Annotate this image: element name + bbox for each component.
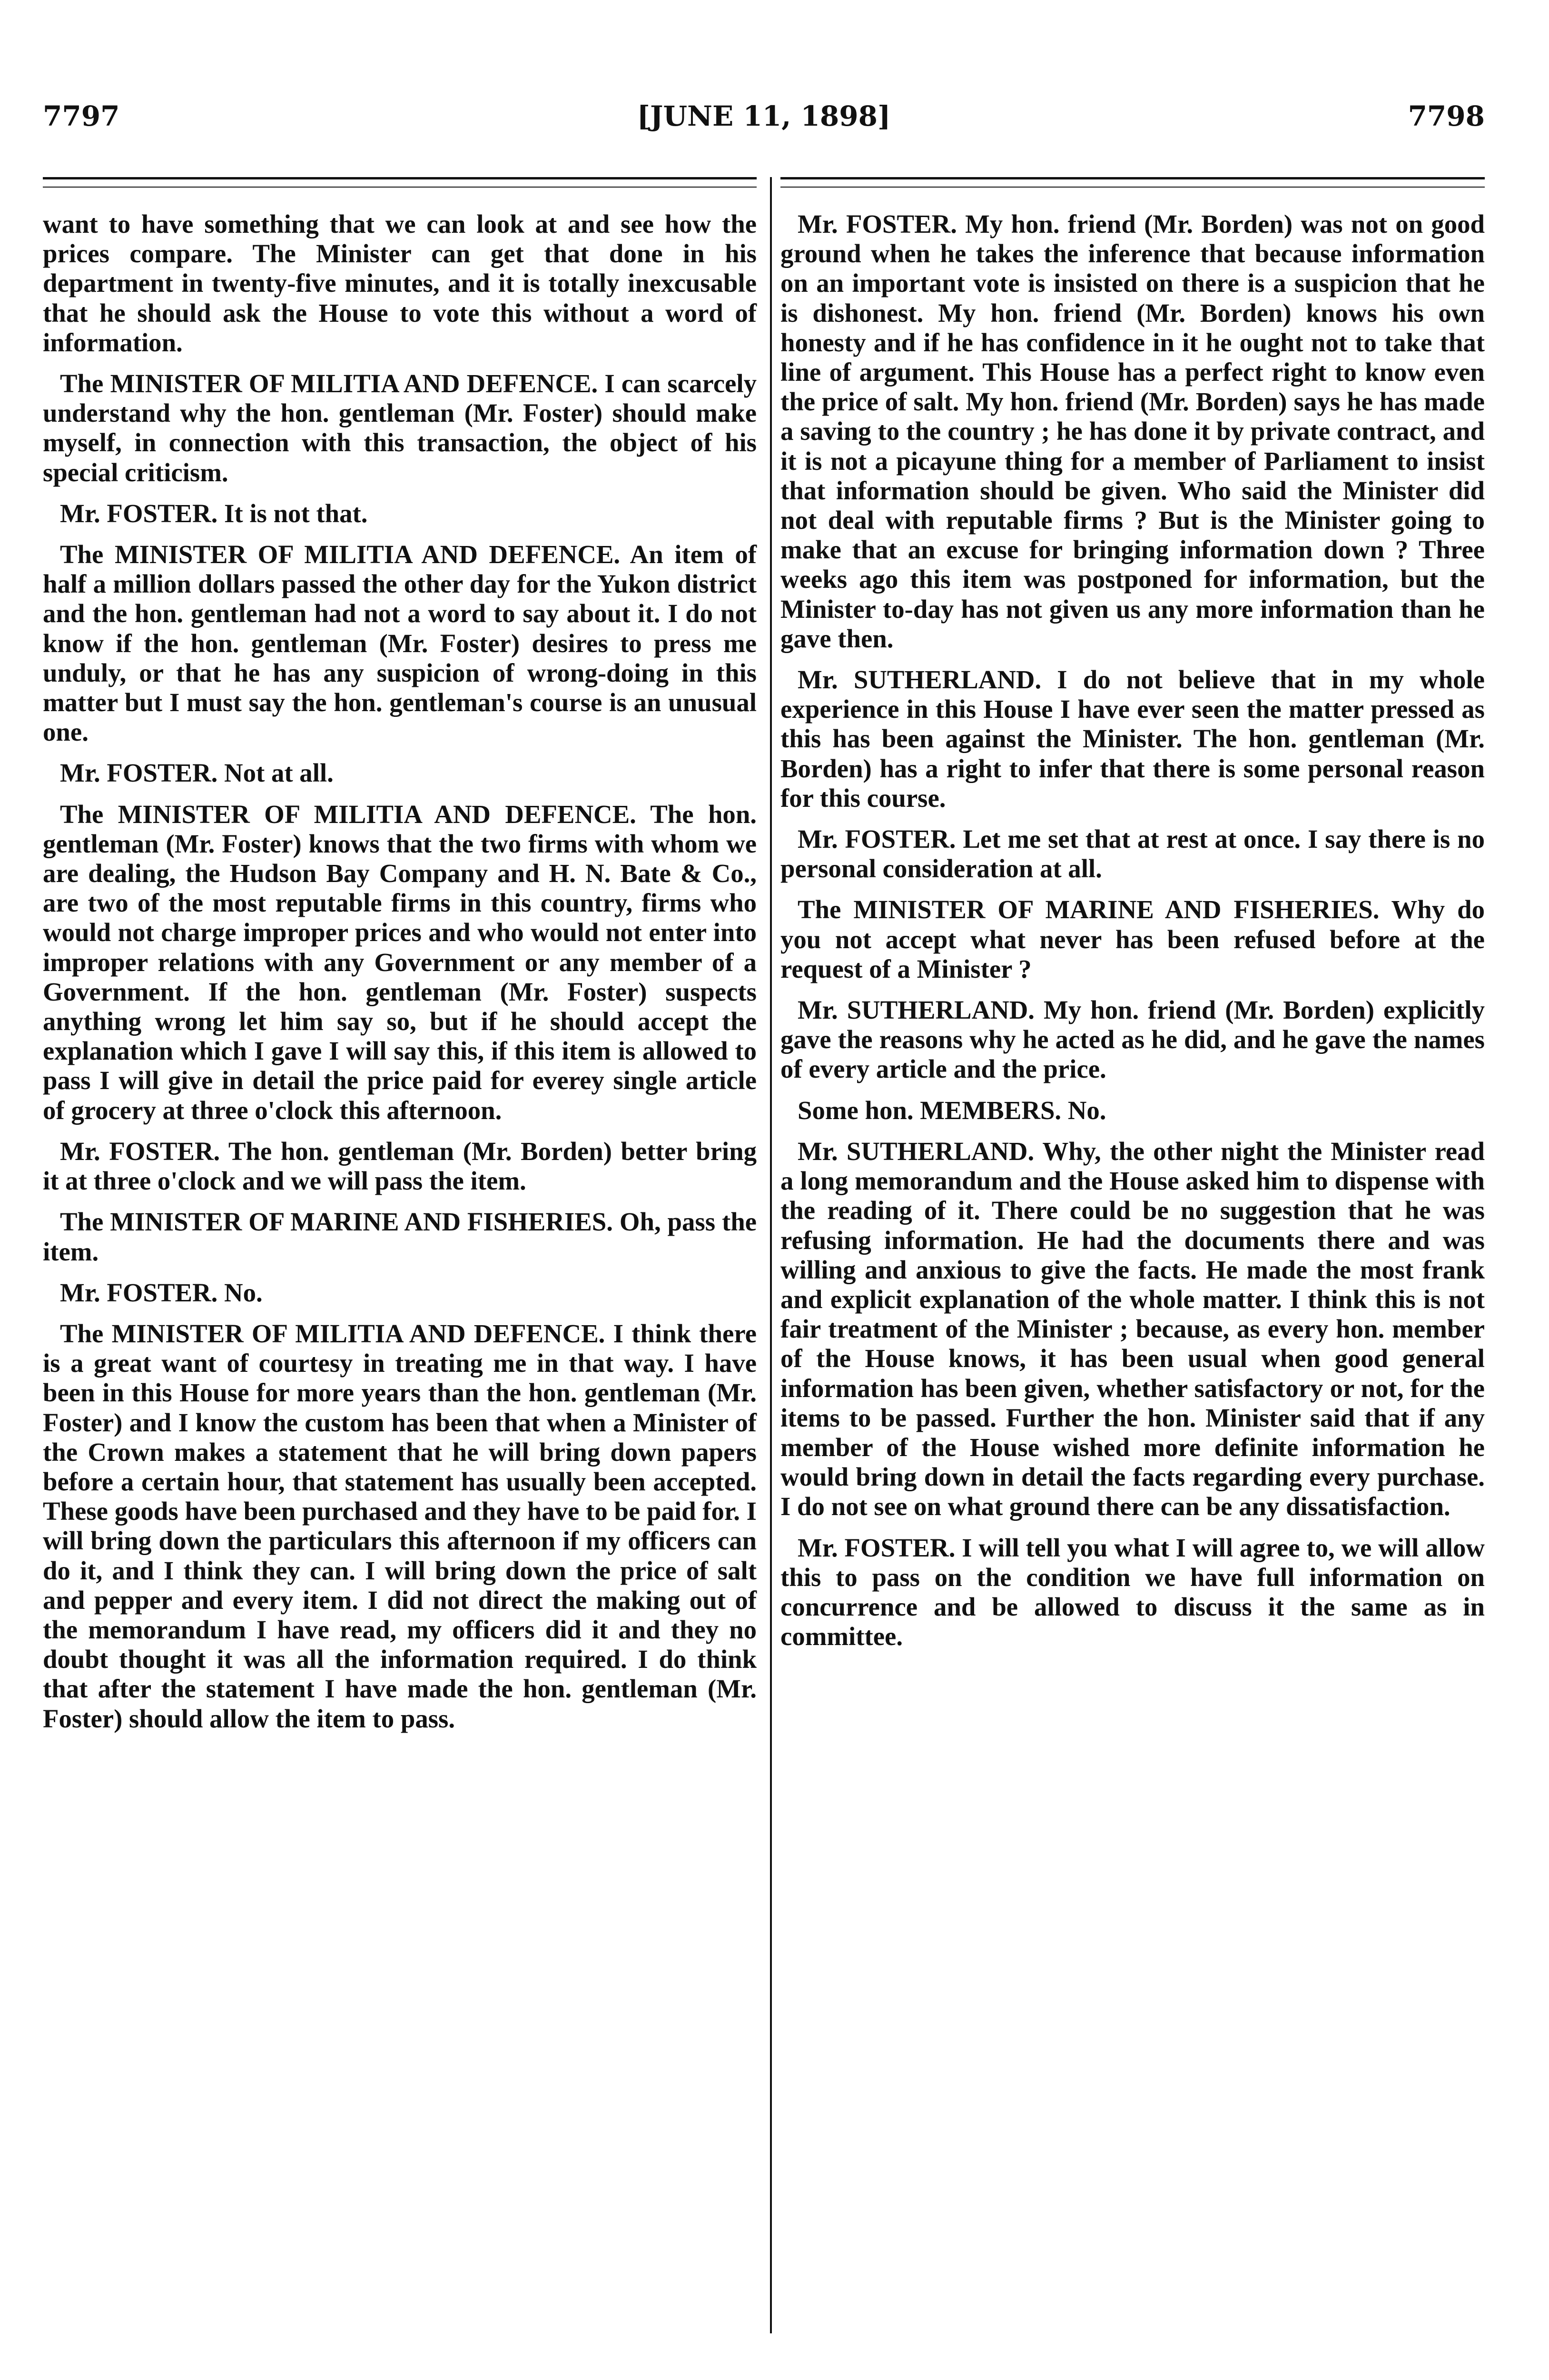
paragraph: The MINISTER OF MILITIA AND DEFENCE. An item of half a million dollars passed the other day for the Yukon district and the hon. gentleman had not a word to say about it. I do not know if the hon. gentleman (Mr. Foster) desires to press me unduly, or that he has any suspicion of wrong-doing in this matter but I must say the hon. gentleman's course is an unusual one. (43, 540, 757, 747)
paragraph: Mr. FOSTER. My hon. friend (Mr. Borden) was not on good ground when he takes the inference that because information on an important vote is insisted on there is a suspicion that he is dishonest. My hon. friend (Mr. Borden) knows his own honesty and if he has confidence in it he ought not to take that line of argument. This House has a perfect right to know even the price of salt. My hon. friend (Mr. Borden) says he has made a saving to the country ; he has done it by private contract, and it is not a picayune thing for a member of Parliament to insist that information should be given. Who said the Minister did not deal with reputable firms ? But is the Minister going to make that an excuse for bringing information down ? Three weeks ago this item was postponed for information, but the Minister to-day has not given us any more information than he gave then. (780, 209, 1485, 653)
paragraph: Mr. FOSTER. I will tell you what I will agree to, we will allow this to pass on the condition we have full information on concurrence and be allowed to discuss it the same as in committee. (780, 1533, 1485, 1651)
paragraph: The MINISTER OF MILITIA AND DEFENCE. The hon. gentleman (Mr. Foster) knows that the two firms with whom we are dealing, the Hudson Bay Company and H. N. Bate & Co., are two of the most reputable firms in this country, firms who would not charge improper prices and who would not enter into improper relations with any Government or any member of a Government. If the hon. gentleman (Mr. Foster) suspects anything wrong let him say so, but if he should accept the explanation which I gave I will say this, if this item is allowed to pass I will give in detail the price paid for everey single article of grocery at three o'clock this afternoon. (43, 799, 757, 1125)
paragraph: Mr. SUTHERLAND. Why, the other night the Minister read a long memorandum and the House asked him to dispense with the reading of it. There could be no suggestion that he was refusing information. He had the documents there and was willing and anxious to give the facts. He made the most frank and explicit explanation of the whole matter. I think this is not fair treatment of the Minister ; because, as every hon. member of the House knows, it has been usual when good general information has been given, whether satisfactory or not, for the items to be passed. Further the hon. Minister said that if any member of the House wished more definite information he would bring down in detail the facts regarding every purchase. I do not see on what ground there can be any dissatisfaction. (780, 1136, 1485, 1521)
paragraph: want to have something that we can look at and see how the prices compare. The Minister can get that done in his department in twenty-five minutes, and it is totally inexcusable that he should ask the House to vote this without a word of information. (43, 209, 757, 357)
paragraph: Mr. FOSTER. It is not that. (60, 498, 368, 528)
header-rule-right (780, 177, 1485, 179)
page-number-right: 7798 (1408, 100, 1485, 132)
paragraph: Mr. SUTHERLAND. I do not believe that in my whole experience in this House I have ever seen the matter pressed as this has been against the Minister. The hon. gentleman (Mr. Borden) has a right to infer that there is some personal reason for this course. (780, 665, 1485, 813)
paragraph: Mr. FOSTER. Not at all. (60, 758, 334, 788)
header-rule-left (43, 177, 757, 179)
paragraph: Mr. FOSTER. The hon. gentleman (Mr. Borden) better bring it at three o'clock and we will pass the item. (43, 1136, 757, 1196)
column-divider (770, 177, 772, 2333)
paragraph: Mr. FOSTER. Let me set that at rest at once. I say there is no personal consideration at all. (780, 824, 1485, 883)
paragraph: Mr. SUTHERLAND. My hon. friend (Mr. Borden) explicitly gave the reasons why he acted as he did, and he gave the names of every article and the price. (780, 995, 1485, 1084)
header-rule-left-thin (43, 187, 757, 188)
page-header (43, 95, 1485, 148)
header-rule-right-thin (780, 187, 1485, 188)
paragraph: The MINISTER OF MILITIA AND DEFENCE. I can scarcely understand why the hon. gentleman (Mr. Foster) should make myself, in connection with this transaction, the object of his special criticism. (43, 369, 757, 487)
paragraph: The MINISTER OF MARINE AND FISHERIES. Oh, pass the item. (43, 1207, 757, 1266)
paragraph: The MINISTER OF MILITIA AND DEFENCE. I think there is a great want of courtesy in treating me in that way. I have been in this House for more years than the hon. gentleman (Mr. Foster) and I know the custom has been that when a Minister of the Crown makes a statement that he will bring down papers before a certain hour, that statement has usually been accepted. These goods have been purchased and they have to be paid for. I will bring down the particulars this afternoon if my officers can do it, and I think they can. I will bring down the price of salt and pepper and every item. I did not direct the making out of the memorandum I have read, my officers did it and they no doubt thought it was all the information required. I do think that after the statement I have made the hon. gentleman (Mr. Foster) should allow the item to pass. (43, 1319, 757, 1733)
paragraph: The MINISTER OF MARINE AND FISHERIES. Why do you not accept what never has been refused before at the request of a Minister ? (780, 895, 1485, 983)
right-column (780, 209, 1485, 1663)
header-date: [JUNE 11, 1898] (637, 100, 891, 132)
page-number-left: 7797 (43, 100, 120, 132)
paragraph: Mr. FOSTER. No. (60, 1278, 263, 1307)
left-column (43, 209, 757, 1745)
paragraph: Some hon. MEMBERS. No. (798, 1095, 1106, 1125)
